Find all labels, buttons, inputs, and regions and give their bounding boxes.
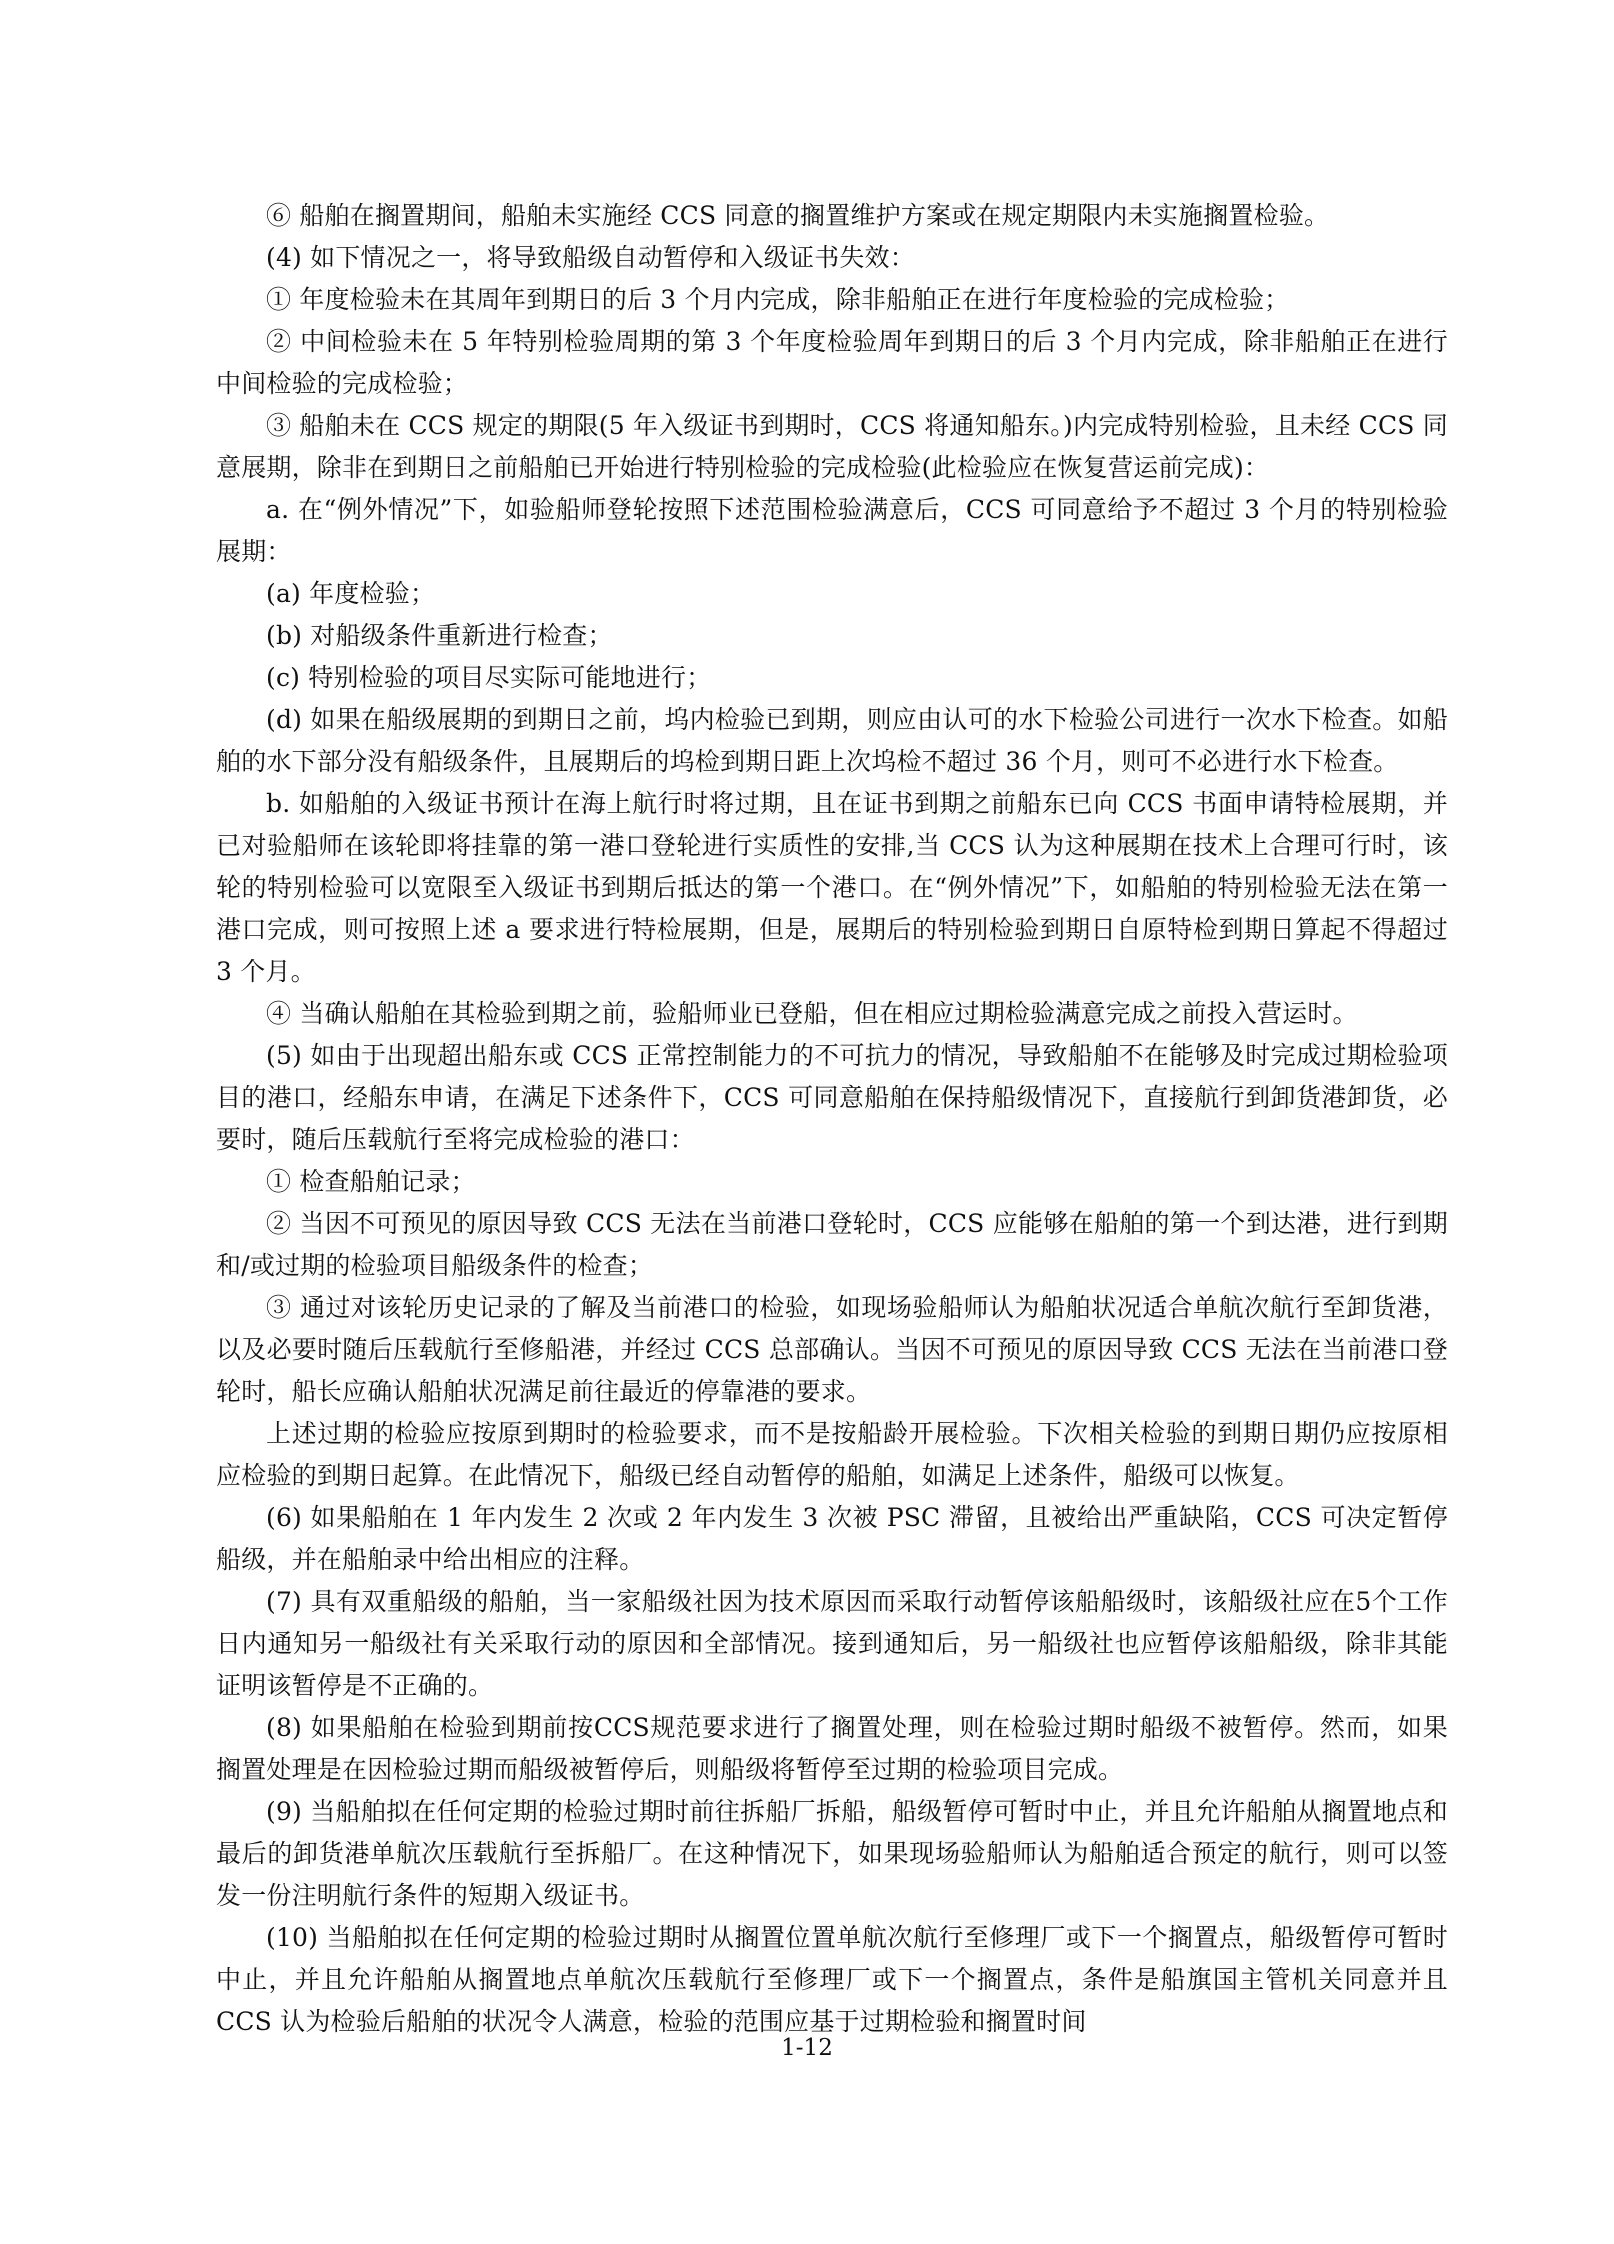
- paragraph: ① 检查船舶记录；: [266, 1167, 476, 1196]
- paragraph: (b) 对船级条件重新进行检查；: [266, 621, 613, 650]
- paragraph: ② 当因不可预见的原因导致 CCS 无法在当前港口登轮时，CCS 应能够在船舶的第一个到达港，进行到期和/或过期的检验项目船级条件的检查；: [216, 1209, 1448, 1280]
- paragraph: ③ 船舶未在 CCS 规定的期限(5 年入级证书到期时，CCS 将通知船东。)内完成特别检验，且未经 CCS 同意展期，除非在到期日之前船舶已开始进行特别检验的完成检验(此检验应在恢复营运前完成)：: [216, 411, 1448, 482]
- paragraph: ⑥ 船舶在搁置期间，船舶未实施经 CCS 同意的搁置维护方案或在规定期限内未实施搁置检验。: [266, 201, 1330, 230]
- paragraph: ③ 通过对该轮历史记录的了解及当前港口的检验，如现场验船师认为船舶状况适合单航次航行至卸货港，以及必要时随后压载航行至修船港，并经过 CCS 总部确认。当因不可预见的原因导致 CCS 无法在当前港口登轮时，船长应确认船舶状况满足前往最近的停靠港的要求。: [216, 1293, 1448, 1406]
- paragraph: (d) 如果在船级展期的到期日之前，坞内检验已到期，则应由认可的水下检验公司进行一次水下检查。如船舶的水下部分没有船级条件，且展期后的坞检到期日距上次坞检不超过 36 个月，则可不必进行水下检查。: [216, 705, 1448, 776]
- paragraph: a. 在“例外情况”下，如验船师登轮按照下述范围检验满意后，CCS 可同意给予不超过 3 个月的特别检验展期：: [216, 495, 1448, 566]
- paragraph: 上述过期的检验应按原到期时的检验要求，而不是按船龄开展检验。下次相关检验的到期日期仍应按原相应检验的到期日起算。在此情况下，船级已经自动暂停的船舶，如满足上述条件，船级可以恢复。: [216, 1419, 1448, 1490]
- paragraph: ① 年度检验未在其周年到期日的后 3 个月内完成，除非船舶正在进行年度检验的完成检验；: [266, 285, 1290, 314]
- paragraph: ④ 当确认船舶在其检验到期之前，验船师业已登船，但在相应过期检验满意完成之前投入营运时。: [266, 999, 1358, 1028]
- paragraph: ② 中间检验未在 5 年特别检验周期的第 3 个年度检验周年到期日的后 3 个月内完成，除非船舶正在进行中间检验的完成检验；: [216, 327, 1448, 398]
- paragraph: (9) 当船舶拟在任何定期的检验过期时前往拆船厂拆船，船级暂停可暂时中止，并且允许船舶从搁置地点和最后的卸货港单航次压载航行至拆船厂。在这种情况下，如果现场验船师认为船舶适合预定的航行，则可以签发一份注明航行条件的短期入级证书。: [216, 1797, 1448, 1910]
- paragraph: (10) 当船舶拟在任何定期的检验过期时从搁置位置单航次航行至修理厂或下一个搁置点，船级暂停可暂时中止，并且允许船舶从搁置地点单航次压载航行至修理厂或下一个搁置点，条件是船旗国主管机关同意并且 CCS 认为检验后船舶的状况令人满意，检验的范围应基于过期检验和搁置时间: [216, 1923, 1448, 2036]
- paragraph: b. 如船舶的入级证书预计在海上航行时将过期，且在证书到期之前船东已向 CCS 书面申请特检展期，并已对验船师在该轮即将挂靠的第一港口登轮进行实质性的安排,当 CCS 认为这种展期在技术上合理可行时，该轮的特别检验可以宽限至入级证书到期后抵达的第一个港口。在“例外情况”下，如船舶的特别检验无法在第一港口完成，则可按照上述 a 要求进行特检展期，但是，展期后的特别检验到期日自原特检到期日算起不得超过 3 个月。: [216, 789, 1448, 986]
- paragraph: (c) 特别检验的项目尽实际可能地进行；: [266, 663, 712, 692]
- paragraph: (6) 如果船舶在 1 年内发生 2 次或 2 年内发生 3 次被 PSC 滞留，且被给出严重缺陷，CCS 可决定暂停船级，并在船舶录中给出相应的注释。: [216, 1503, 1448, 1574]
- paragraph: (8) 如果船舶在检验到期前按CCS规范要求进行了搁置处理，则在检验过期时船级不被暂停。然而，如果搁置处理是在因检验过期而船级被暂停后，则船级将暂停至过期的检验项目完成。: [216, 1713, 1448, 1784]
- paragraph: (5) 如由于出现超出船东或 CCS 正常控制能力的不可抗力的情况，导致船舶不在能够及时完成过期检验项目的港口，经船东申请，在满足下述条件下，CCS 可同意船舶在保持船级情况下，直接航行到卸货港卸货，必要时，随后压载航行至将完成检验的港口：: [216, 1041, 1448, 1154]
- document-body: [216, 195, 1448, 2043]
- paragraph: (4) 如下情况之一，将导致船级自动暂停和入级证书失效：: [266, 243, 915, 272]
- paragraph: (a) 年度检验；: [266, 579, 436, 608]
- paragraph: (7) 具有双重船级的船舶，当一家船级社因为技术原因而采取行动暂停该船船级时，该船级社应在5个工作日内通知另一船级社有关采取行动的原因和全部情况。接到通知后，另一船级社也应暂停该船船级，除非其能证明该暂停是不正确的。: [216, 1587, 1448, 1700]
- page-number: 1-12: [781, 2035, 833, 2061]
